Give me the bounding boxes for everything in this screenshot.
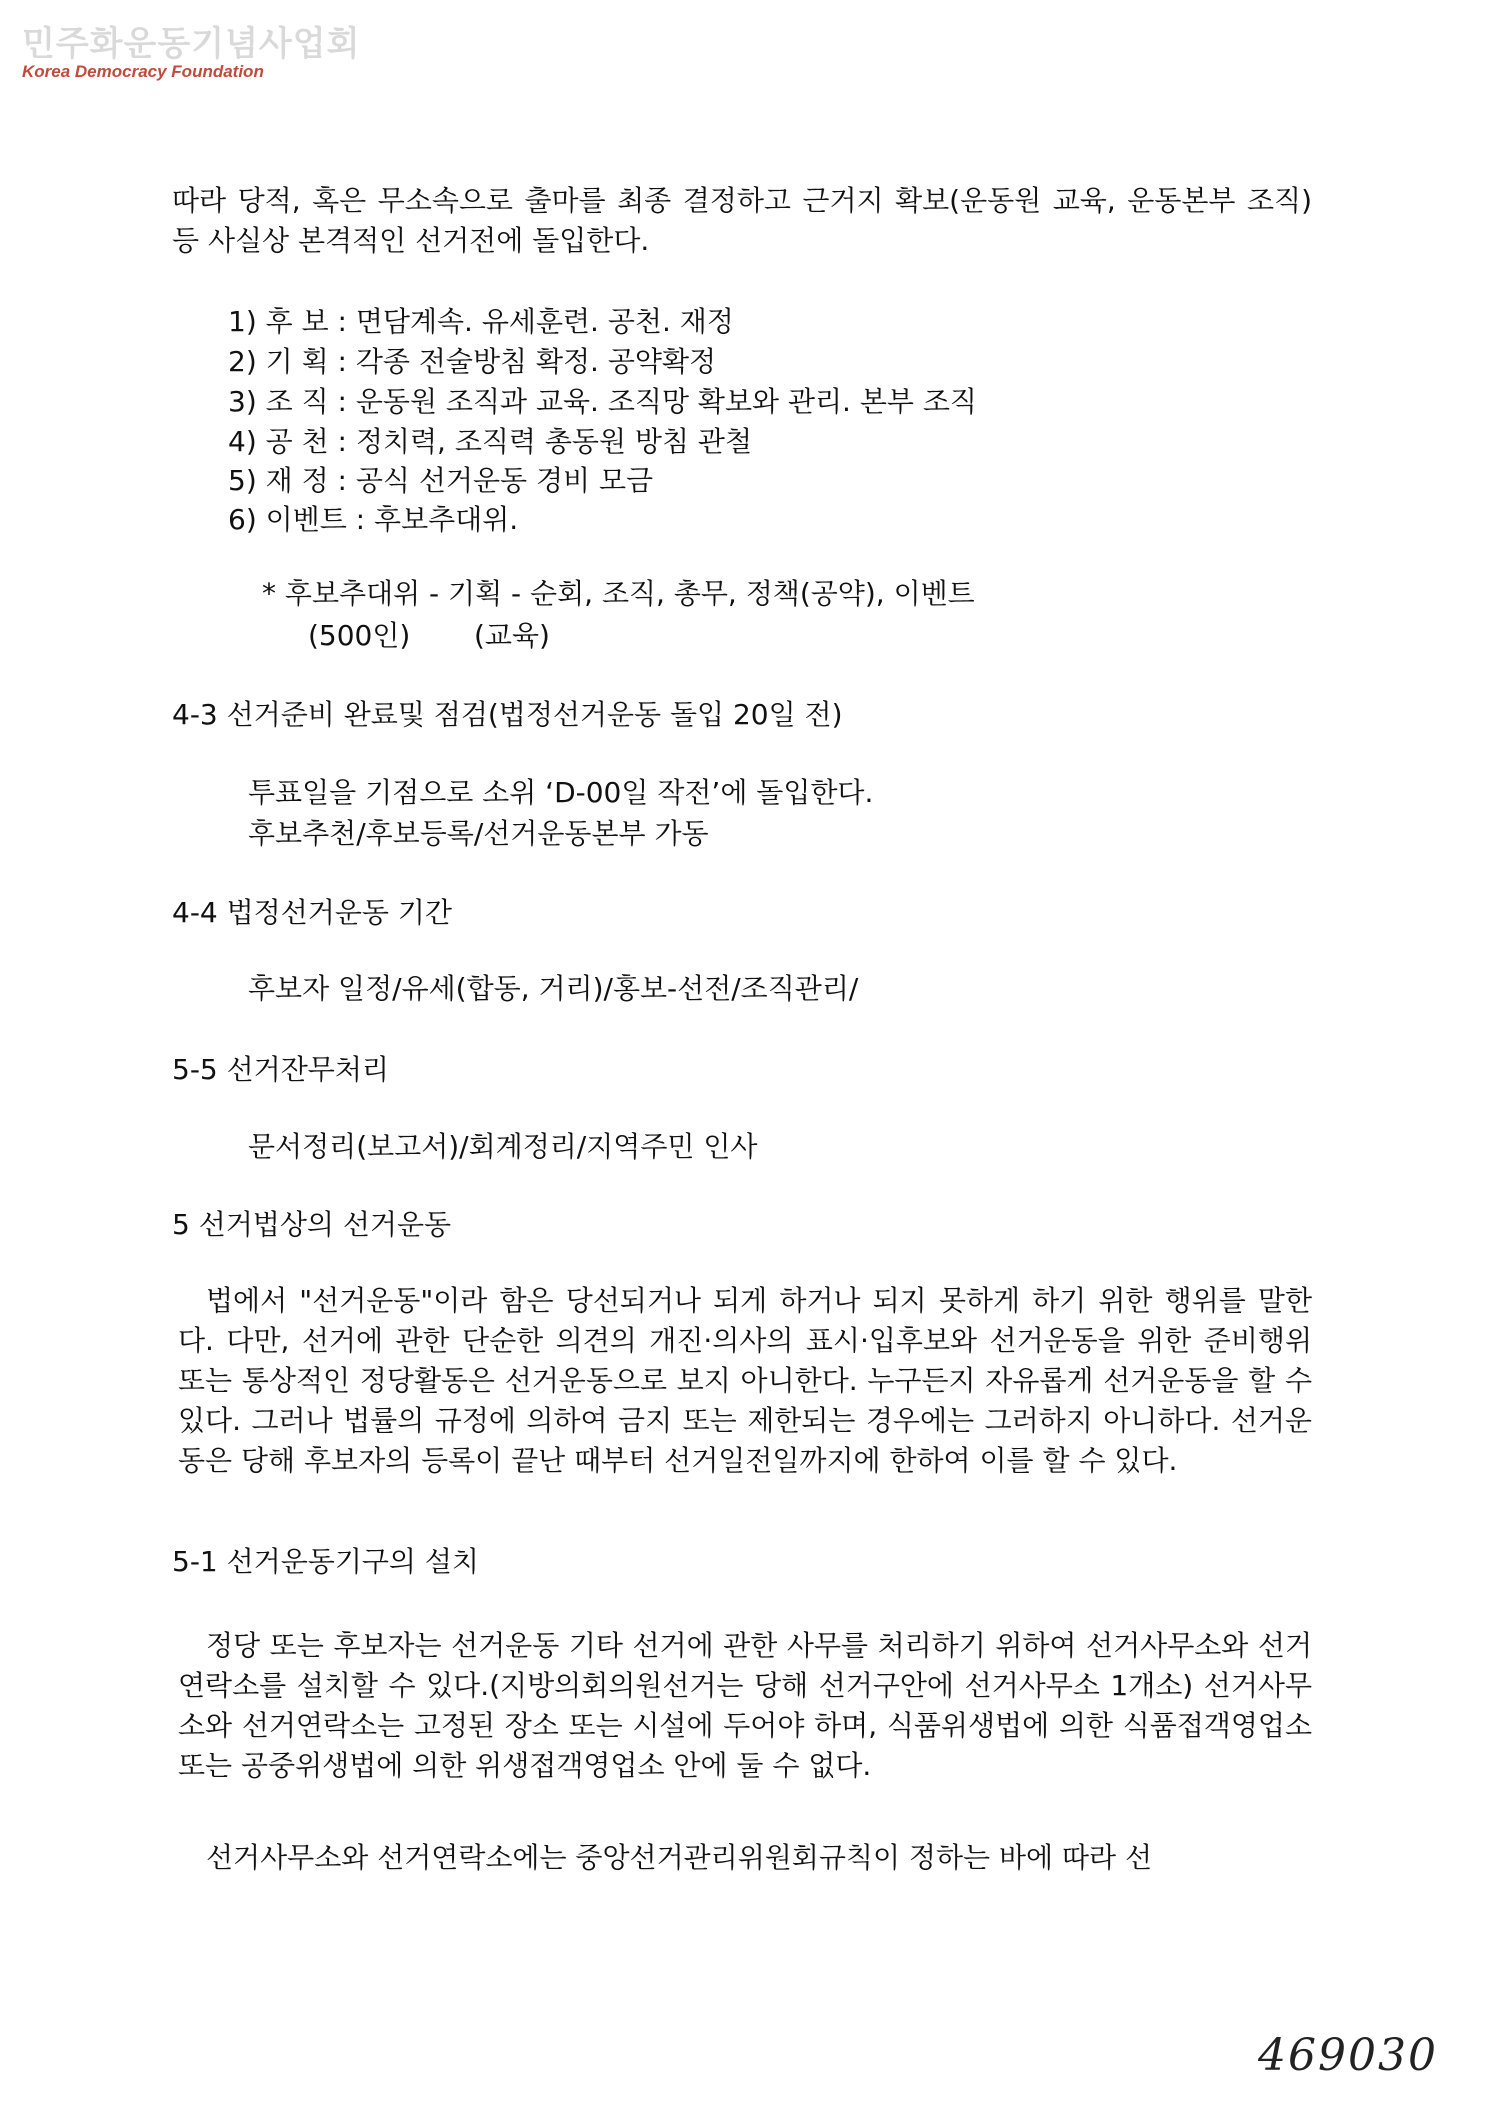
committee-note: * 후보추대위 - 기획 - 순회, 조직, 총무, 정책(공약), 이벤트 [262,577,975,610]
section-5-5-line-1: 문서정리(보고서)/회계정리/지역주민 인사 [248,1130,758,1163]
foundation-logo [22,24,360,82]
committee-note-education: (교육) [474,619,550,652]
section-5-1-paragraph-2: 선거사무소와 선거연락소에는 중앙선거관리위원회규칙이 정하는 바에 따라 선 [206,1841,1152,1874]
task-item-2: 2) 기 획 : 각종 전술방침 확정. 공약확정 [228,345,717,378]
task-item-5: 5) 재 정 : 공식 선거운동 경비 모금 [228,464,654,497]
section-4-3-line-1: 투표일을 기점으로 소위 ‘D-00일 작전’에 돌입한다. [248,776,874,809]
logo-korean-name: 민주화운동기념사업회 [22,24,361,64]
committee-note-size: (500인) [308,619,411,652]
handwritten-page-number: 469030 [1258,2030,1438,2081]
intro-paragraph: 따라 당적, 혹은 무소속으로 출마를 최종 결정하고 근거지 확보(운동원 교육, 운동본부 조직) 등 사실상 본격적인 선거전에 돌입한다. [172,184,1312,257]
section-5-heading: 5 선거법상의 선거운동 [172,1208,452,1241]
section-5-1-paragraph-1: 정당 또는 후보자는 선거운동 기타 선거에 관한 사무를 처리하기 위하여 선거사무소와 선거연락소를 설치할 수 있다.(지방의회의원선거는 당해 선거구안에 선거사무소 1개소) 선거사무소와 선거연락소는 고정된 장소 또는 시설에 두어야 하며, 식품위생법에 의한 식품접객영업소 또는 공중위생법에 의한 위생접객영업소 안에 둘 수 없다. [178,1629,1312,1782]
task-item-1: 1) 후 보 : 면담계속. 유세훈련. 공천. 재정 [228,305,734,338]
section-4-4-heading: 4-4 법정선거운동 기간 [172,896,452,929]
task-item-6: 6) 이벤트 : 후보추대위. [228,503,519,536]
logo-english-name: Korea Democracy Foundation [22,62,264,81]
section-4-4-line-1: 후보자 일정/유세(합동, 거리)/홍보-선전/조직관리/ [248,972,859,1005]
section-4-3-heading: 4-3 선거준비 완료및 점검(법정선거운동 돌입 20일 전) [172,698,843,731]
section-5-5-heading: 5-5 선거잔무처리 [172,1053,389,1086]
section-4-3-line-2: 후보추천/후보등록/선거운동본부 가동 [248,817,709,850]
task-item-3: 3) 조 직 : 운동원 조직과 교육. 조직망 확보와 관리. 본부 조직 [228,385,977,418]
task-item-4: 4) 공 천 : 정치력, 조직력 총동원 방침 관철 [228,425,752,458]
section-5-paragraph: 법에서 "선거운동"이라 함은 당선되거나 되게 하거나 되지 못하게 하기 위한 행위를 말한다. 다만, 선거에 관한 단순한 의견의 개진·의사의 표시·입후보와 선거운동을 위한 준비행위 또는 통상적인 정당활동은 선거운동으로 보지 아니한다. 누구든지 자유롭게 선거운동을 할 수 있다. 그러나 법률의 규정에 의하여 금지 또는 제한되는 경우에는 그러하지 아니하다. 선거운동은 당해 후보자의 등록이 끝난 때부터 선거일전일까지에 한하여 이를 할 수 있다. [178,1284,1312,1477]
section-5-1-heading: 5-1 선거운동기구의 설치 [172,1545,479,1578]
